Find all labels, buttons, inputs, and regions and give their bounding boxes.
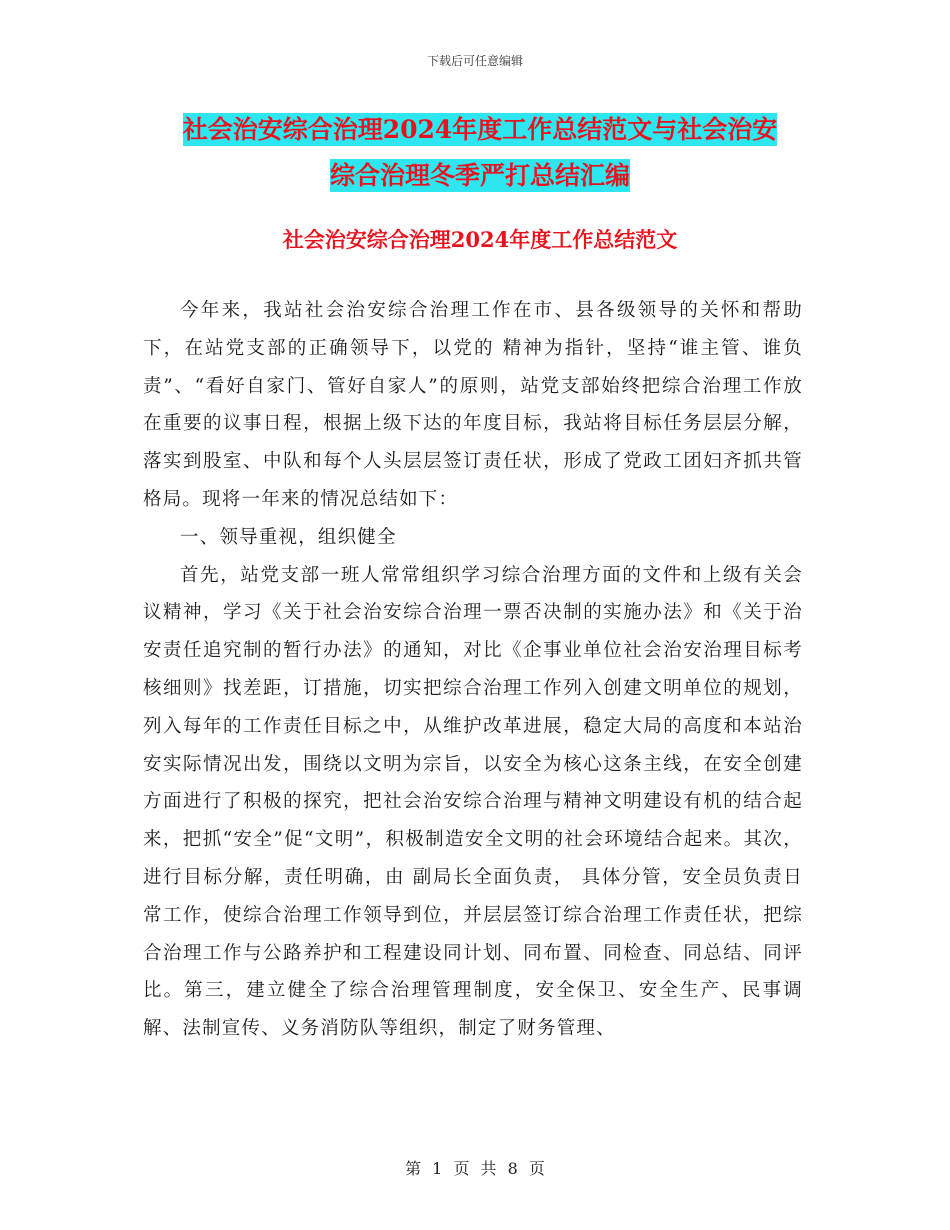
- body-paragraph-intro: 今年来，我站社会治安综合治理工作在市、县各级领导的关怀和帮助下，在站党支部的正确领导下，以党的 精神为指针，坚持“谁主管、谁负责”、“看好自家门、管好自家人”的原则，站党支部始终把综合治理工作放在重要的议事日程，根据上级下达的年度目标，我站将目标任务层层分解，落实到股室、中队和每个人头层层签订责任状，形成了党政工团妇齐抓共管格局。现将一年来的情况总结如下：: [143, 300, 803, 510]
- page-number: 第 1 页 共 8 页: [405, 1159, 545, 1178]
- body-heading-1: 一、领导重视，组织健全: [180, 526, 397, 548]
- document-title-line-2: 综合治理冬季严打总结汇编: [329, 161, 630, 190]
- document-title-line-1: 社会治安综合治理2024年度工作总结范文与社会治安: [182, 115, 778, 144]
- body-paragraph-2: 首先，站党支部一班人常常组织学习综合治理方面的文件和上级有关会议精神，学习《关于社会治安综合治理一票否决制的实施办法》和《关于治安责任追究制的暂行办法》的通知，对比《企事业单位社会治安治理目标考核细则》找差距，订措施，切实把综合治理工作列入创建文明单位的规划，列入每年的工作责任目标之中，从维护改革进展，稳定大局的高度和本站治安实际情况出发，围绕以文明为宗旨，以安全为核心这条主线，在安全创建方面进行了积极的探究，把社会治安综合治理与精神文明建设有机的结合起来，把抓“安全”促“文明”，积极制造安全文明的社会环境结合起来。其次，进行目标分解，责任明确，由 副局长全面负责， 具体分管，安全员负责日常工作，使综合治理工作领导到位，并层层签订综合治理工作责任状，把综合治理工作与公路养护和工程建设同计划、同布置、同检查、同总结、同评比。第三，建立健全了综合治理管理制度，安全保卫、安全生产、民事调解、法制宣传、义务消防队等组织，制定了财务管理、: [143, 564, 803, 1040]
- document-body: [143, 292, 803, 1048]
- document-title: [140, 107, 820, 199]
- section-title: 社会治安综合治理2024年度工作总结范文: [282, 227, 678, 252]
- page-header-note: 下载后可任意编辑: [426, 54, 523, 68]
